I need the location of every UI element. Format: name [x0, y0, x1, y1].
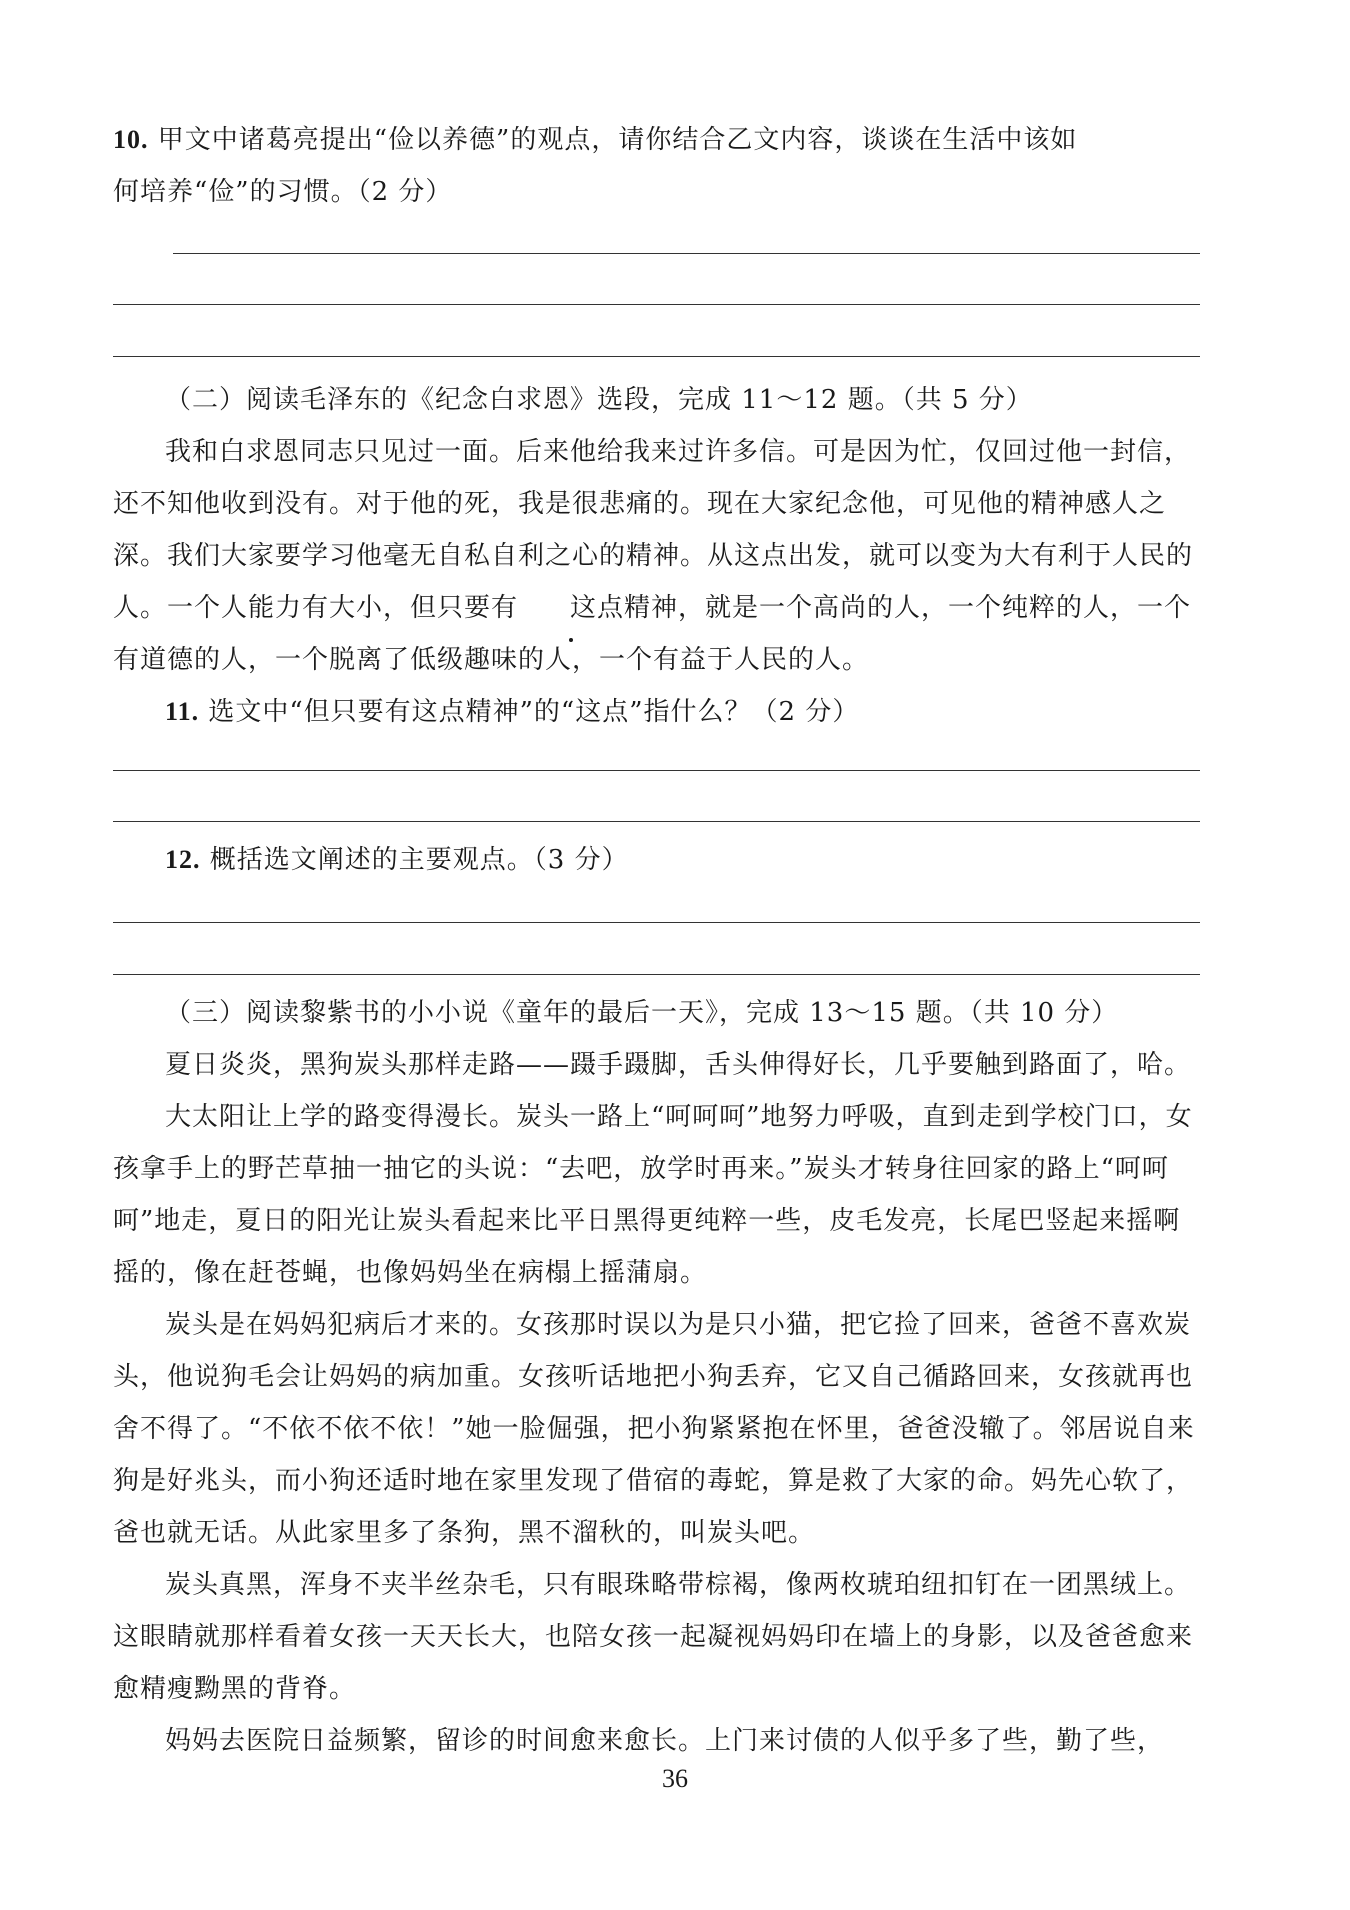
question-10 [113, 114, 1200, 218]
passage-text-after: 精神，就是一个高尚的人，一个纯粹的人，一个有道德的人，一个脱离了低级趣味的人，一个有益于人民的人。 [113, 593, 1192, 675]
passage-text-before: 我和白求恩同志只见过一面。后来他给我来过许多信。可是因为忙，仅回过他一封信，还不知他收到没有。对于他的死，我是很悲痛的。现在大家纪念他，可见他的精神感人之深。我们大家要学习他毫无自私自利之心的精神。从这点出发，就可以变为大有利于人民的人。一个人能力有大小，但只要有 [113, 437, 1194, 623]
answer-line-q12-1[interactable] [113, 922, 1200, 923]
question-11-number: 11. [165, 697, 200, 726]
emphasized-phrase: 这点 [518, 582, 624, 634]
answer-line-q10-2[interactable] [113, 304, 1200, 305]
question-11 [113, 686, 1200, 738]
question-11-text: 选文中“但只要有这点精神”的“这点”指什么？（2 分） [208, 697, 860, 727]
question-10-number: 10. [113, 125, 149, 154]
story-paragraph-3: 炭头是在妈妈犯病后才来的。女孩那时误以为是只小猫，把它捡了回来，爸爸不喜欢炭头，他说狗毛会让妈妈的病加重。女孩听话地把小狗丢弃，它又自己循路回来，女孩就再也舍不得了。“不依不依不依！”她一脸倔强，把小狗紧紧抱在怀里，爸爸没辙了。邻居说自来狗是好兆头，而小狗还适时地在家里发现了借宿的毒蛇，算是救了大家的命。妈先心软了，爸也就无话。从此家里多了条狗，黑不溜秋的，叫炭头吧。 [113, 1310, 1195, 1548]
story-paragraph-2: 大太阳让上学的路变得漫长。炭头一路上“呵呵呵”地努力呼吸，直到走到学校门口，女孩拿手上的野芒草抽一抽它的头说：“去吧，放学时再来。”炭头才转身往回家的路上“呵呵呵”地走，夏日的阳光让炭头看起来比平日黑得更纯粹一些，皮毛发亮，长尾巴竖起来摇啊摇的，像在赶苍蝇，也像妈妈坐在病榻上摇蒲扇。 [113, 1102, 1193, 1288]
section-3-heading: （三）阅读黎紫书的小小说《童年的最后一天》，完成 13～15 题。（共 10 分） [165, 998, 1119, 1028]
story-paragraph-5: 妈妈去医院日益频繁，留诊的时间愈来愈长。上门来讨债的人似乎多了些，勤了些， [165, 1726, 1165, 1756]
question-12-number: 12. [165, 845, 201, 874]
answer-line-q11-1[interactable] [113, 770, 1200, 771]
question-12-text: 概括选文阐述的主要观点。（3 分） [209, 845, 629, 875]
question-10-text-line1: 甲文中诸葛亮提出“俭以养德”的观点，请你结合乙文内容，谈谈在生活中该如 [157, 125, 1078, 155]
section-2-passage [113, 426, 1200, 686]
story-paragraph-4: 炭头真黑，浑身不夹半丝杂毛，只有眼珠略带棕褐，像两枚琥珀纽扣钉在一团黑绒上。这眼睛就那样看着女孩一天天长大，也陪女孩一起凝视妈妈印在墙上的身影，以及爸爸愈来愈精瘦黝黑的背脊。 [113, 1570, 1194, 1704]
answer-line-q10-1[interactable] [173, 253, 1200, 254]
question-12 [113, 834, 1200, 886]
section-2-heading: （二）阅读毛泽东的《纪念白求恩》选段，完成 11～12 题。（共 5 分） [165, 385, 1033, 415]
answer-line-q11-2[interactable] [113, 821, 1200, 822]
answer-line-q10-3[interactable] [113, 356, 1200, 357]
story-paragraph-1: 夏日炎炎，黑狗炭头那样走路——蹑手蹑脚，舌头伸得好长，几乎要触到路面了，哈。 [165, 1050, 1192, 1080]
answer-line-q12-2[interactable] [113, 974, 1200, 975]
page-number: 36 [662, 1764, 688, 1793]
question-10-text-line2: 何培养“俭”的习惯。（2 分） [113, 177, 453, 207]
